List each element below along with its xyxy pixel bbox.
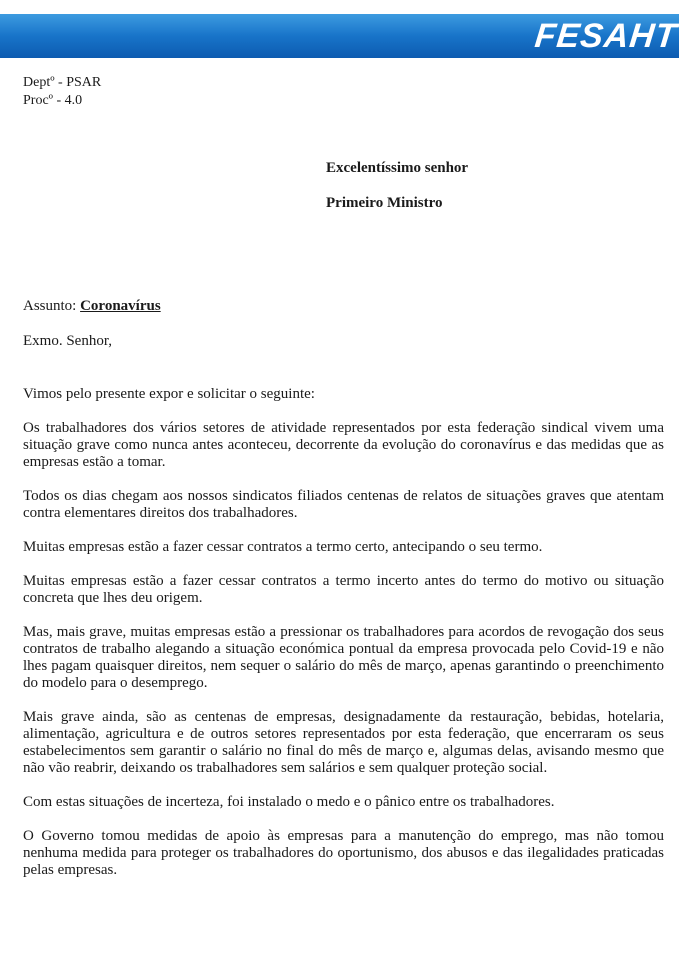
department-ref: Deptº - PSAR <box>23 75 102 90</box>
paragraph: Muitas empresas estão a fazer cessar contratos a termo certo, antecipando o seu termo. <box>23 539 543 555</box>
reference-block <box>23 74 101 110</box>
subject-label: Assunto: <box>23 298 77 314</box>
salutation: Exmo. Senhor, <box>23 333 112 349</box>
fesaht-logo: FESAHT <box>533 17 679 55</box>
paragraph: Mais grave ainda, são as centenas de empresas, designadamente da restauração, bebidas, hotelaria, alimentação, agricultura e de outros setores representados por esta federação, que encerraram os seus estabelecimentos sem garantir o salário no final do mês de março e, algumas delas, avisando mesmo que não vão reabrir, deixando os trabalhadores sem salários e sem qualquer proteção social. <box>23 709 664 776</box>
paragraph: Com estas situações de incerteza, foi instalado o medo e o pânico entre os trabalhadores. <box>23 794 555 810</box>
addressee-title: Excelentíssimo senhor <box>326 160 469 176</box>
paragraph: Muitas empresas estão a fazer cessar contratos a termo incerto antes do termo do motivo ou situação concreta que lhes deu origem. <box>23 573 664 606</box>
paragraph: Todos os dias chegam aos nossos sindicatos filiados centenas de relatos de situações graves que atentam contra elementares direitos dos trabalhadores. <box>23 488 664 521</box>
subject-value: Coronavírus <box>80 298 161 314</box>
addressee-role: Primeiro Ministro <box>326 195 443 211</box>
letter-body <box>23 386 664 896</box>
paragraph: Vimos pelo presente expor e solicitar o seguinte: <box>23 386 315 402</box>
paragraph: Mas, mais grave, muitas empresas estão a pressionar os trabalhadores para acordos de revogação dos seus contratos de trabalho alegando a situação económica pontual da empresa provocada pelo Covid-19 e não lhes pagam quaisquer direitos, nem sequer o salário do mês de março, apenas garantindo o preenchimento do modelo para o desemprego. <box>23 624 664 691</box>
subject-line <box>23 298 161 315</box>
process-ref: Procº - 4.0 <box>23 93 83 108</box>
paragraph: Os trabalhadores dos vários setores de atividade representados por esta federação sindical vivem uma situação grave como nunca antes aconteceu, decorrente da evolução do coronavírus e das medidas que as empresas estão a tomar. <box>23 420 664 470</box>
paragraph: O Governo tomou medidas de apoio às empresas para a manutenção do emprego, mas não tomou nenhuma medida para proteger os trabalhadores do oportunismo, dos abusos e das ilegalidades praticadas pelas empresas. <box>23 828 664 878</box>
